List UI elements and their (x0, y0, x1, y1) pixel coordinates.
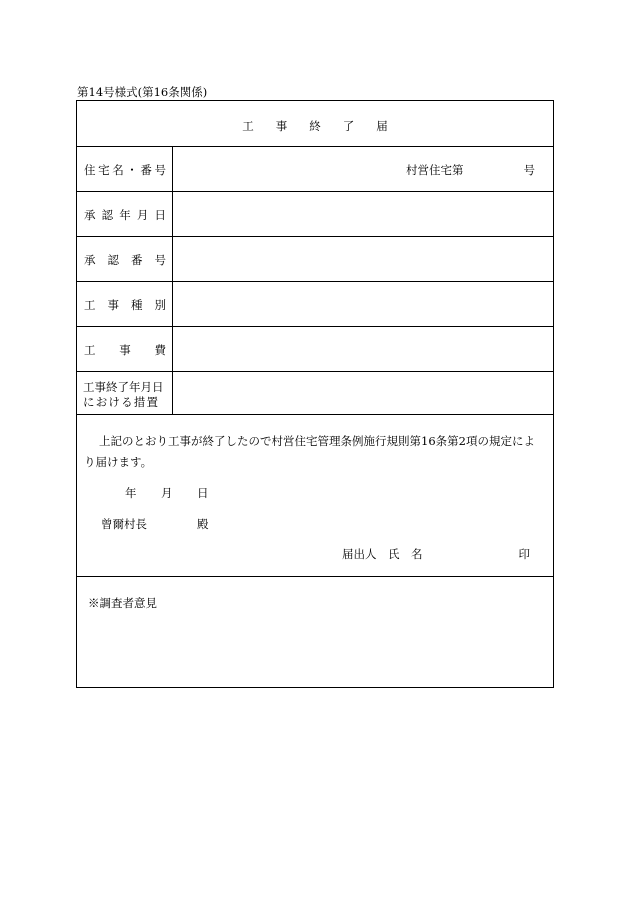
row-approval-date (77, 192, 553, 237)
statement-area (77, 415, 553, 577)
label-char: 承 (84, 253, 96, 267)
label-char: 年 (119, 208, 131, 222)
label-char: 番 (131, 253, 143, 267)
notification-form (76, 100, 554, 688)
title-row (77, 101, 553, 147)
label-construction-cost (77, 327, 173, 371)
value-construction-type[interactable] (173, 282, 553, 326)
form-number: 第14号様式(第16条関係) (77, 85, 208, 99)
label-char: 月 (136, 208, 149, 222)
label-char: 認 (101, 208, 114, 222)
label-char: 番 (140, 163, 152, 177)
label-char: 宅 (98, 163, 110, 177)
row-approval-number (77, 237, 553, 282)
value-approval-date[interactable] (173, 192, 553, 236)
label-char: 費 (154, 343, 166, 357)
label-line: 工事終了年月日 (83, 380, 164, 394)
label-char: 日 (154, 208, 166, 222)
label-char: 種 (131, 298, 143, 312)
month-label: 月 (161, 486, 173, 500)
label-approval-number (77, 237, 173, 281)
label-char: 名 (112, 163, 124, 177)
form-title: 工事終了届 (242, 119, 410, 133)
addressee-honorific: 殿 (197, 517, 209, 531)
row-construction-cost (77, 327, 553, 372)
label-approval-date (77, 192, 173, 236)
label-char: 別 (154, 298, 166, 312)
statement-text: 上記のとおり工事が終了したので村営住宅管理条例施行規則第16条第2項の規定により届けます。 (84, 434, 535, 469)
housing-suffix: 号 (523, 163, 535, 177)
label-char: 号 (154, 163, 166, 177)
opinion-area[interactable] (77, 577, 553, 687)
value-construction-cost[interactable] (173, 327, 553, 371)
label-completion-measures (77, 372, 173, 414)
label-char: 事 (107, 298, 119, 312)
label-char: 事 (119, 343, 131, 357)
label-line: における措置 (83, 395, 160, 409)
year-label: 年 (125, 486, 137, 500)
label-char: 認 (107, 253, 119, 267)
value-approval-number[interactable] (173, 237, 553, 281)
label-char: ・ (126, 163, 138, 177)
label-char: 住 (84, 163, 96, 177)
addressee-name: 曾爾村長 (101, 517, 147, 531)
notifier-name-label[interactable]: 届出人 氏 名 (342, 547, 423, 561)
label-char: 工 (84, 298, 96, 312)
label-char: 号 (154, 253, 166, 267)
row-completion-measures (77, 372, 553, 415)
value-completion-measures[interactable] (173, 372, 553, 414)
label-char: 工 (84, 343, 96, 357)
label-housing-name-number (77, 147, 173, 191)
label-construction-type (77, 282, 173, 326)
row-housing-name-number (77, 147, 553, 192)
addressee (101, 516, 209, 532)
value-housing-name-number[interactable] (173, 147, 553, 191)
day-label: 日 (197, 486, 209, 500)
seal-label: 印 (518, 547, 530, 561)
row-construction-type (77, 282, 553, 327)
opinion-label: ※調査者意見 (88, 596, 157, 610)
label-char: 承 (84, 208, 96, 222)
housing-prefix: 村営住宅第 (406, 163, 464, 177)
